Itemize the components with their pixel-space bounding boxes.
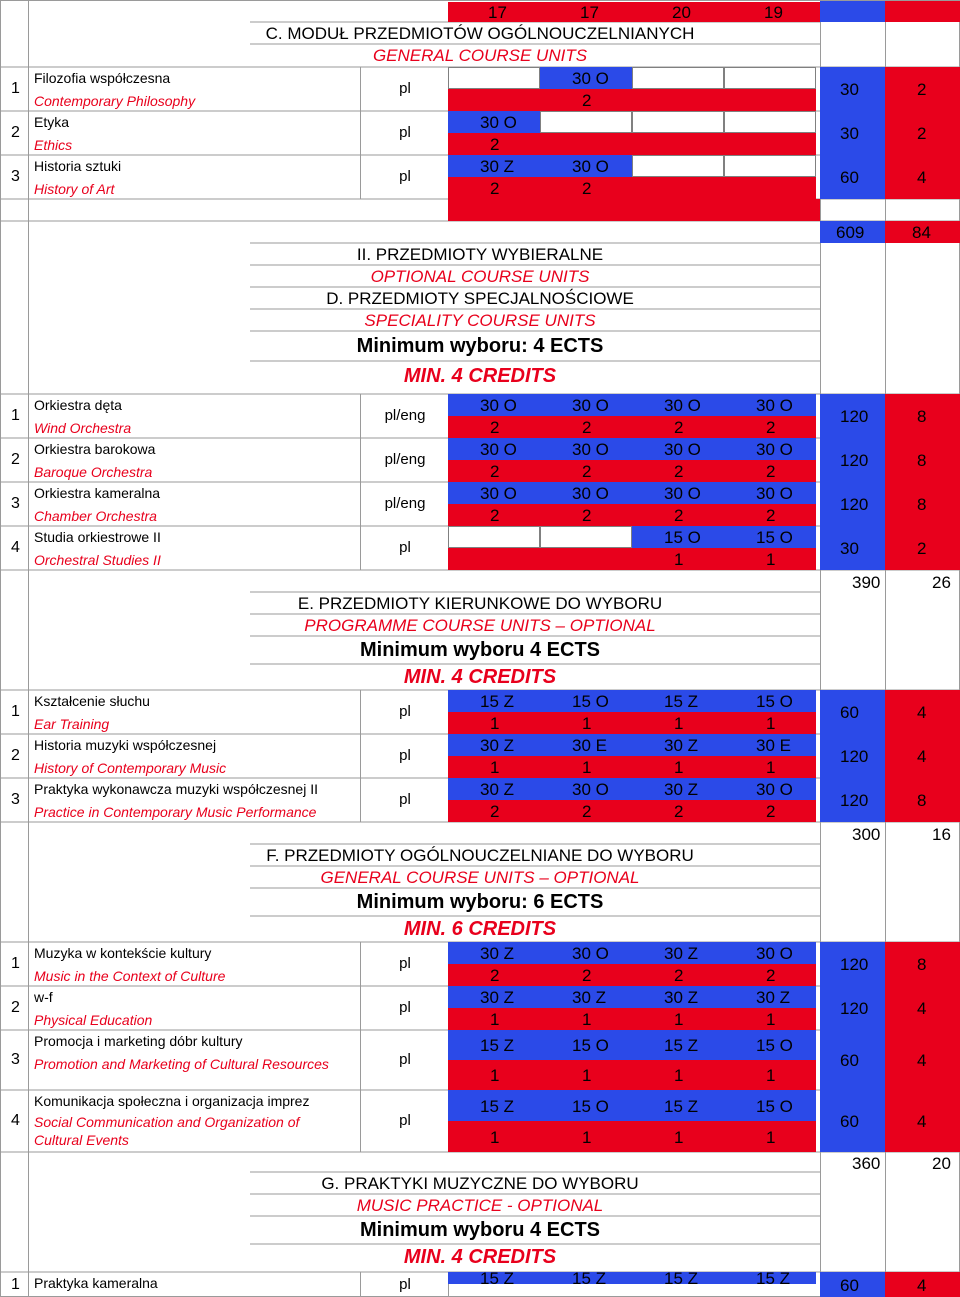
row-number: 4: [11, 539, 20, 556]
semester-4-ects: 2: [766, 418, 776, 437]
table-row: [0, 438, 960, 482]
semester-4-ects: 1: [766, 1066, 776, 1085]
course-name-en: Promotion and Marketing of Cultural Resources: [34, 1056, 329, 1072]
course-name-pl: Muzyka w kontekście kultury: [34, 945, 212, 961]
semester-1-ects: 2: [490, 802, 500, 821]
semester-1-hours: 30 O: [480, 440, 517, 459]
semester-3-hours: 30 Z: [664, 988, 699, 1007]
semester-4-ects-cell: [724, 89, 816, 111]
section-c-title: C. MODUŁ PRZEDMIOTÓW OGÓLNOUCZELNIANYCH: [265, 24, 695, 43]
semester-4-ects: 2: [766, 462, 776, 481]
top-count-2: 17: [580, 3, 599, 22]
section-f-title: F. PRZEDMIOTY OGÓLNOUCZELNIANE DO WYBORU: [266, 846, 694, 865]
semester-3-ects: 2: [674, 418, 684, 437]
section-e-subtitle: PROGRAMME COURSE UNITS – OPTIONAL: [304, 616, 656, 635]
semester-1-hours: 30 Z: [480, 157, 515, 176]
total-hours: 120: [840, 451, 869, 470]
row-number: 3: [11, 1051, 20, 1068]
semester-1-ects: 2: [490, 135, 500, 154]
course-name-en: Baroque Orchestra: [34, 464, 153, 480]
semester-1-hours: 30 Z: [480, 988, 515, 1007]
section-e-total-ects: 16: [932, 825, 951, 844]
section-f-total-ects: 20: [932, 1154, 951, 1173]
semester-1-ects: 1: [490, 758, 500, 777]
total-hours: 60: [840, 1112, 859, 1131]
total-609-ects: 84: [912, 223, 931, 242]
total-ects: 8: [917, 955, 927, 974]
semester-1-hours: 15 Z: [480, 692, 515, 711]
semester-3-hours: 30 Z: [664, 944, 699, 963]
semester-4-hours: 30 O: [756, 396, 793, 415]
semester-1-ects-cell: [448, 89, 540, 111]
section-d-credits: MIN. 4 CREDITS: [403, 365, 557, 387]
total-ects: 8: [917, 451, 927, 470]
section-f-subtitle: GENERAL COURSE UNITS – OPTIONAL: [320, 868, 640, 887]
semester-3-hours-cell: [632, 155, 724, 177]
semester-3-hours: 30 O: [664, 484, 701, 503]
optional-title: II. PRZEDMIOTY WYBIERALNE: [356, 245, 604, 264]
semester-4-ects: 1: [766, 714, 776, 733]
semester-2-hours-cell: [540, 111, 632, 133]
semester-1-ects-cell: [448, 548, 540, 570]
course-name-en: Ear Training: [34, 716, 110, 732]
course-name-pl: Orkiestra barokowa: [34, 441, 156, 457]
semester-4-hours: 30 O: [756, 484, 793, 503]
semester-4-hours: 15 O: [756, 692, 793, 711]
semester-2-hours: 30 E: [572, 736, 607, 755]
total-hours: 120: [840, 999, 869, 1018]
section-e-total-hours: 300: [852, 825, 881, 844]
section-e-minimum: Minimum wyboru 4 ECTS: [359, 639, 601, 661]
row-number: 1: [11, 703, 20, 720]
semester-2-ects: 1: [582, 1066, 592, 1085]
semester-1-ects: 2: [490, 506, 500, 525]
table-row: [0, 526, 960, 570]
semester-1-hours: 30 Z: [480, 736, 515, 755]
section-f-minimum: Minimum wyboru: 6 ECTS: [356, 891, 604, 913]
semester-4-hours: 30 O: [756, 944, 793, 963]
total-hours: 60: [840, 168, 859, 187]
total-ects: 8: [917, 791, 927, 810]
language: pl: [399, 539, 411, 556]
semester-4-ects: 2: [766, 506, 776, 525]
total-hours: 60: [840, 703, 859, 722]
semester-3-hours: 30 Z: [664, 736, 699, 755]
table-row: [0, 942, 960, 986]
semester-3-ects-cell: [632, 177, 724, 199]
semester-4-ects: 1: [766, 758, 776, 777]
semester-2-hours: 30 O: [572, 440, 609, 459]
course-name-pl: Historia muzyki współczesnej: [34, 737, 217, 753]
semester-4-ects: 2: [766, 802, 776, 821]
semester-4-hours: 30 O: [756, 440, 793, 459]
total-ects: 4: [917, 703, 927, 722]
table-row: [0, 482, 960, 526]
section-f-credits: MIN. 6 CREDITS: [403, 918, 557, 940]
language: pl: [399, 955, 411, 972]
course-name-pl: Filozofia współczesna: [34, 70, 171, 86]
semester-2-ects: 1: [582, 758, 592, 777]
semester-2-hours: 30 O: [572, 69, 609, 88]
course-name-en: Contemporary Philosophy: [34, 93, 196, 109]
language: pl: [399, 999, 411, 1016]
section-f-total-hours: 360: [852, 1154, 881, 1173]
semester-2-ects-cell: [540, 548, 632, 570]
language: pl/eng: [384, 407, 426, 424]
table-row: [0, 111, 960, 155]
course-name-pl: Kształcenie słuchu: [34, 693, 150, 709]
section-d-title: D. PRZEDMIOTY SPECJALNOŚCIOWE: [326, 289, 634, 308]
table-row: [0, 155, 960, 199]
semester-4-ects: 1: [766, 550, 776, 569]
semester-4-hours-cell: [724, 155, 816, 177]
semester-2-hours: 30 O: [572, 780, 609, 799]
semester-4-hours: 15 O: [756, 1036, 793, 1055]
semester-1-hours: 15 Z: [480, 1096, 515, 1116]
section-d-subtitle: SPECIALITY COURSE UNITS: [364, 311, 596, 330]
section-c-spacer-bar: [448, 199, 820, 221]
top-count-4: 19: [764, 3, 783, 22]
semester-2-hours: 30 O: [572, 157, 609, 176]
semester-2-hours: 30 O: [572, 944, 609, 963]
semester-3-ects-cell: [632, 133, 724, 155]
semester-3-hours-cell: [632, 111, 724, 133]
table-row: [0, 1090, 960, 1152]
course-name-en: Ethics: [34, 137, 73, 153]
semester-4-hours: 30 Z: [756, 988, 791, 1007]
language: pl/eng: [384, 451, 426, 468]
total-hours: 60: [840, 1275, 859, 1295]
language: pl: [399, 703, 411, 720]
table-row: [0, 986, 960, 1030]
semester-3-ects: 2: [674, 506, 684, 525]
row-number: 2: [11, 124, 20, 141]
semester-1-hours: 30 O: [480, 113, 517, 132]
semester-1-ects: 1: [490, 714, 500, 733]
semester-4-hours: 15 O: [756, 1096, 793, 1116]
semester-3-hours: 15 Z: [664, 1036, 699, 1055]
course-name-pl: w-f: [34, 989, 53, 1005]
total-hours: 120: [840, 747, 869, 766]
total-hours: 30: [840, 539, 859, 558]
total-ects: 4: [917, 1112, 927, 1131]
semester-3-hours: 15 Z: [664, 692, 699, 711]
semester-2-ects: 2: [582, 91, 592, 110]
semester-3-hours: 30 O: [664, 396, 701, 415]
table-row: [0, 1269, 960, 1297]
course-name-en: Physical Education: [34, 1012, 153, 1028]
semester-1-ects: 2: [490, 966, 500, 985]
total-ects: 4: [917, 747, 927, 766]
semester-2-ects: 2: [582, 506, 592, 525]
row-number: 3: [11, 791, 20, 808]
language: pl: [399, 80, 411, 97]
semester-4-ects-cell: [724, 133, 816, 155]
semester-1-ects: 2: [490, 462, 500, 481]
language: pl/eng: [384, 495, 426, 512]
semester-3-hours: 30 O: [664, 440, 701, 459]
table-row: [0, 690, 960, 734]
row-number: 2: [11, 999, 20, 1016]
semester-1-hours-cell: [448, 67, 540, 89]
table-row: [0, 67, 960, 111]
semester-2-ects: 2: [582, 966, 592, 985]
total-hours: 60: [840, 1051, 859, 1070]
row-number: 2: [11, 451, 20, 468]
semester-3-ects: 1: [674, 1127, 684, 1147]
semester-2-hours: 15 O: [572, 1096, 609, 1116]
top-count-3: 20: [672, 3, 691, 22]
row-number: 1: [11, 407, 20, 424]
language: pl: [399, 747, 411, 764]
total-hours: 30: [840, 124, 859, 143]
section-g-credits: MIN. 4 CREDITS: [403, 1246, 557, 1268]
total-hours: 120: [840, 955, 869, 974]
row-number: 1: [11, 955, 20, 972]
table-row: [0, 1030, 960, 1090]
total-hours: 120: [840, 791, 869, 810]
total-609-hours: 609: [836, 223, 865, 242]
semester-3-hours: 15 Z: [664, 1096, 699, 1116]
top-hours-block: [820, 1, 885, 22]
semester-2-ects: 1: [582, 714, 592, 733]
semester-4-ects-cell: [724, 177, 816, 199]
semester-2-ects: 2: [582, 462, 592, 481]
course-name-en: Wind Orchestra: [34, 420, 132, 436]
section-c-subtitle: GENERAL COURSE UNITS: [372, 46, 588, 65]
semester-2-ects: 1: [582, 1010, 592, 1029]
course-name-pl: Orkiestra kameralna: [34, 485, 161, 501]
total-ects: 2: [917, 124, 927, 143]
section-g-title: G. PRAKTYKI MUZYCZNE DO WYBORU: [321, 1174, 639, 1193]
semester-3-ects: 1: [674, 550, 684, 569]
semester-2-hours: 15 Z: [572, 1269, 607, 1288]
course-name-en: Social Communication and Organization of: [34, 1114, 300, 1130]
semester-4-ects: 1: [766, 1127, 776, 1147]
course-name-pl: Praktyka kameralna: [34, 1275, 158, 1291]
semester-2-hours: 15 O: [572, 692, 609, 711]
course-name-en: Practice in Contemporary Music Performance: [34, 804, 317, 820]
semester-2-ects: 1: [582, 1127, 592, 1147]
optional-subtitle: OPTIONAL COURSE UNITS: [370, 267, 590, 286]
section-g-minimum: Minimum wyboru 4 ECTS: [359, 1219, 601, 1241]
total-ects: 4: [917, 999, 927, 1018]
semester-4-hours-cell: [724, 67, 816, 89]
row-number: 1: [11, 1275, 20, 1293]
semester-3-ects: 2: [674, 966, 684, 985]
total-hours: 120: [840, 407, 869, 426]
semester-2-ects-cell: [540, 133, 632, 155]
section-d-minimum: Minimum wyboru: 4 ECTS: [356, 335, 604, 357]
course-name-pl: Komunikacja społeczna i organizacja imprez: [34, 1093, 310, 1109]
semester-1-ects: 2: [490, 418, 500, 437]
total-ects: 4: [917, 168, 927, 187]
row-number: 2: [11, 747, 20, 764]
semester-2-hours: 30 O: [572, 396, 609, 415]
table-row: [0, 734, 960, 778]
semester-3-ects: 1: [674, 714, 684, 733]
semester-4-ects: 1: [766, 1010, 776, 1029]
semester-4-hours: 15 O: [756, 528, 793, 547]
semester-2-hours: 30 Z: [572, 988, 607, 1007]
total-ects: 4: [917, 1275, 927, 1295]
total-hours: 120: [840, 495, 869, 514]
course-name-pl: Orkiestra dęta: [34, 397, 122, 413]
row-number: 3: [11, 168, 20, 185]
course-name-en: Orchestral Studies II: [34, 552, 161, 568]
semester-2-hours: 15 O: [572, 1036, 609, 1055]
table-row: [0, 394, 960, 438]
course-name-pl: Studia orkiestrowe II: [34, 529, 161, 545]
row-number: 4: [11, 1112, 20, 1129]
total-ects: 4: [917, 1051, 927, 1070]
table-row: [0, 778, 960, 822]
course-name-en: Chamber Orchestra: [34, 508, 157, 524]
course-name-pl: Historia sztuki: [34, 158, 122, 174]
course-name-pl: Praktyka wykonawcza muzyki współczesnej II: [34, 781, 318, 797]
semester-3-ects-cell: [632, 89, 724, 111]
semester-2-ects: 2: [582, 802, 592, 821]
semester-3-hours-cell: [632, 67, 724, 89]
semester-2-hours-cell: [540, 526, 632, 548]
course-name-en: Music in the Context of Culture: [34, 968, 226, 984]
section-e-title: E. PRZEDMIOTY KIERUNKOWE DO WYBORU: [297, 594, 663, 613]
semester-3-ects: 2: [674, 462, 684, 481]
language: pl: [399, 1275, 411, 1293]
semester-4-ects: 2: [766, 966, 776, 985]
semester-3-hours: 15 O: [664, 528, 701, 547]
semester-4-hours: 30 O: [756, 780, 793, 799]
section-g-subtitle: MUSIC PRACTICE - OPTIONAL: [356, 1196, 604, 1215]
semester-1-hours: 15 Z: [480, 1036, 515, 1055]
semester-4-hours: 15 Z: [756, 1269, 791, 1288]
semester-1-hours: 30 O: [480, 484, 517, 503]
course-name-pl: Etyka: [34, 114, 70, 130]
row-number: 3: [11, 495, 20, 512]
semester-1-ects: 1: [490, 1066, 500, 1085]
language: pl: [399, 124, 411, 141]
semester-1-hours: 30 Z: [480, 780, 515, 799]
language: pl: [399, 1051, 411, 1068]
top-count-1: 17: [488, 3, 507, 22]
semester-3-ects: 1: [674, 1010, 684, 1029]
semester-4-hours: 30 E: [756, 736, 791, 755]
semester-1-ects: 2: [490, 179, 500, 198]
course-name-en-cont: Cultural Events: [34, 1132, 129, 1148]
total-ects: 8: [917, 407, 927, 426]
total-ects: 2: [917, 80, 927, 99]
course-name-en: History of Art: [34, 181, 115, 197]
top-ects-block: [885, 1, 960, 22]
section-d-total-hours: 390: [852, 573, 881, 592]
language: pl: [399, 168, 411, 185]
section-d-total-ects: 26: [932, 573, 951, 592]
total-ects: 2: [917, 539, 927, 558]
semester-3-ects: 1: [674, 758, 684, 777]
semester-3-ects: 2: [674, 802, 684, 821]
semester-2-hours: 30 O: [572, 484, 609, 503]
semester-1-hours-cell: [448, 526, 540, 548]
semester-1-ects: 1: [490, 1010, 500, 1029]
semester-3-ects: 1: [674, 1066, 684, 1085]
section-e-credits: MIN. 4 CREDITS: [403, 666, 557, 688]
language: pl: [399, 1112, 411, 1129]
semester-1-ects: 1: [490, 1127, 500, 1147]
course-name-pl: Promocja i marketing dóbr kultury: [34, 1033, 243, 1049]
semester-1-hours: 15 Z: [480, 1269, 515, 1288]
semester-2-ects: 2: [582, 179, 592, 198]
semester-3-hours: 30 Z: [664, 780, 699, 799]
semester-1-hours: 30 Z: [480, 944, 515, 963]
course-name-en: History of Contemporary Music: [34, 760, 227, 776]
total-hours: 30: [840, 80, 859, 99]
semester-4-hours-cell: [724, 111, 816, 133]
semester-2-ects: 2: [582, 418, 592, 437]
semester-3-hours: 15 Z: [664, 1269, 699, 1288]
language: pl: [399, 791, 411, 808]
semester-1-hours: 30 O: [480, 396, 517, 415]
total-ects: 8: [917, 495, 927, 514]
row-number: 1: [11, 80, 20, 97]
